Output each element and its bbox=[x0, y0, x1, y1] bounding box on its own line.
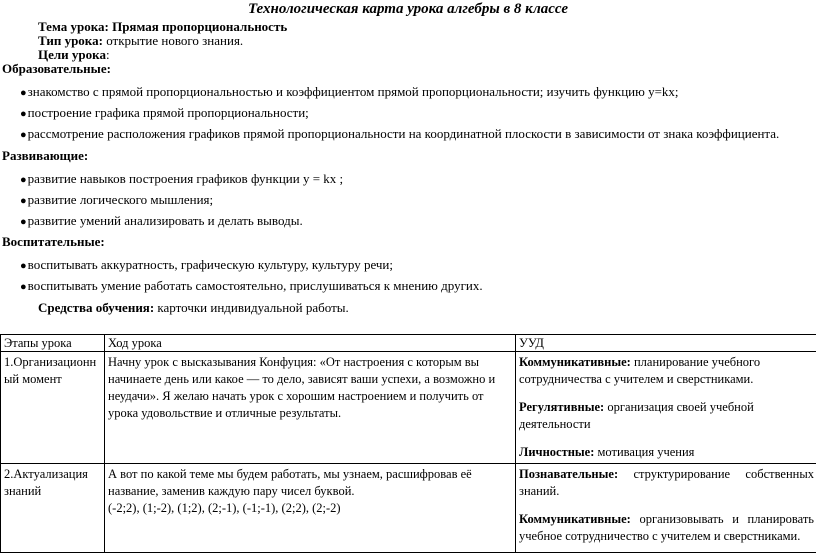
column-header-uud: УУД bbox=[516, 335, 816, 352]
uud-item bbox=[519, 354, 814, 388]
lesson-goals-suffix: : bbox=[106, 47, 110, 62]
educational-item-text: рассмотрение расположения графиков прямой пропорциональности на координатной плоскости в зависимости от знака коэффициента. bbox=[28, 126, 780, 141]
uud-item bbox=[519, 511, 814, 545]
developing-item-text: развитие логического мышления; bbox=[28, 192, 214, 207]
uud-text: планирование учебного сотрудничества с учителем и сверстниками. bbox=[519, 355, 760, 386]
table-header-row bbox=[1, 335, 816, 352]
lesson-topic-label: Тема урока: bbox=[38, 19, 109, 34]
bullet-icon: ● bbox=[20, 281, 27, 293]
bullet-icon: ● bbox=[20, 87, 27, 99]
uud-cell bbox=[516, 464, 816, 553]
teaching-means-label: Средства обучения: bbox=[38, 300, 154, 315]
uud-text: структурирование собственных знаний. bbox=[519, 467, 814, 498]
educational-item-text: знакомство с прямой пропорциональностью и коэффициентом прямой пропорциональности; изучить функцию y=kx; bbox=[28, 84, 679, 99]
bullet-icon: ● bbox=[20, 174, 27, 186]
educational-item bbox=[20, 105, 309, 121]
bullet-icon: ● bbox=[20, 195, 27, 207]
uud-label: Коммуникативные: bbox=[519, 355, 631, 369]
developing-item bbox=[20, 213, 303, 229]
bullet-icon: ● bbox=[20, 108, 27, 120]
lesson-table bbox=[0, 334, 816, 553]
course-cell bbox=[105, 464, 516, 553]
uud-label: Регулятивные: bbox=[519, 400, 604, 414]
stage-cell: 2.Актуализация знаний bbox=[1, 464, 105, 553]
page-title: Технологическая карта урока алгебры в 8 классе bbox=[0, 1, 816, 18]
bullet-icon: ● bbox=[20, 216, 27, 228]
uud-label: Коммуникативные: bbox=[519, 512, 631, 526]
educational-item-text: построение графика прямой пропорциональности; bbox=[28, 105, 309, 120]
bullet-icon: ● bbox=[20, 129, 27, 141]
uud-cell bbox=[516, 352, 816, 464]
course-cell: Начну урок с высказывания Конфуция: «От настроения с которым вы начинаете день или какое — то дело, зависят ваши успехи, а возможно и неудачи». Я желаю начать урок с хорошим настроением и получить от урока удовольствие и отличные результаты. bbox=[105, 352, 516, 464]
lesson-type-label: Тип урока: bbox=[38, 33, 103, 48]
teaching-means bbox=[38, 300, 349, 316]
lesson-type-value: открытие нового знания. bbox=[106, 33, 243, 48]
uud-item bbox=[519, 466, 814, 500]
table-row bbox=[1, 352, 816, 464]
uud-item bbox=[519, 399, 814, 433]
column-header-stage: Этапы урока bbox=[1, 335, 105, 352]
developing-item-text: развитие умений анализировать и делать выводы. bbox=[28, 213, 303, 228]
upbringing-item-text: воспитывать аккуратность, графическую культуру, культуру речи; bbox=[28, 257, 393, 272]
uud-text: организовывать и планировать учебное сотрудничество с учителем и сверстниками. bbox=[519, 512, 814, 543]
uud-label: Личностные: bbox=[519, 445, 594, 459]
stage-cell: 1.Организационный момент bbox=[1, 352, 105, 464]
developing-item-text: развитие навыков построения графиков функции y = kx ; bbox=[28, 171, 343, 186]
column-header-course: Ход урока bbox=[105, 335, 516, 352]
uud-text: мотивация учения bbox=[598, 445, 695, 459]
course-coordinates: (-2;2), (1;-2), (1;2), (2;-1), (-1;-1), (2;2), (2;-2) bbox=[108, 500, 512, 517]
uud-label: Познавательные: bbox=[519, 467, 618, 481]
teaching-means-value: карточки индивидуальной работы. bbox=[157, 300, 348, 315]
developing-heading: Развивающие: bbox=[2, 148, 88, 164]
bullet-icon: ● bbox=[20, 260, 27, 272]
developing-item bbox=[20, 171, 343, 187]
upbringing-item-text: воспитывать умение работать самостоятельно, прислушиваться к мнению других. bbox=[28, 278, 483, 293]
uud-text: организация своей учебной деятельности bbox=[519, 400, 754, 431]
developing-item bbox=[20, 192, 213, 208]
educational-heading: Образовательные: bbox=[2, 61, 111, 77]
uud-item bbox=[519, 444, 814, 461]
educational-item bbox=[20, 126, 779, 142]
upbringing-item bbox=[20, 278, 483, 294]
table-row bbox=[1, 464, 816, 553]
upbringing-item bbox=[20, 257, 393, 273]
upbringing-heading: Воспитательные: bbox=[2, 234, 105, 250]
lesson-goals-label: Цели урока bbox=[38, 47, 106, 62]
lesson-topic-value: Прямая пропорциональность bbox=[112, 19, 287, 34]
educational-item bbox=[20, 84, 679, 100]
course-text: А вот по какой теме мы будем работать, мы узнаем, расшифровав её название, заменив каждую пару чисел буквой. bbox=[108, 466, 512, 500]
